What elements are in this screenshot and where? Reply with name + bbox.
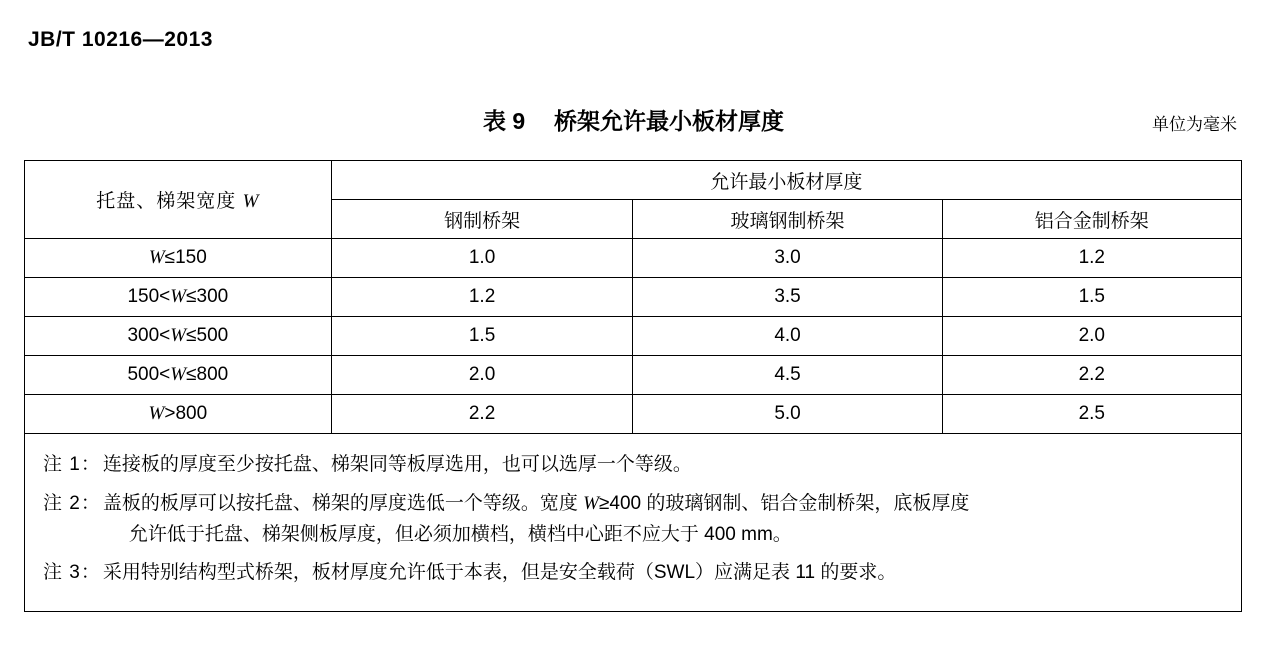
note-label: 注 2： <box>43 492 101 514</box>
cell-width-range: W≤150 <box>25 239 332 278</box>
note-text-line2: 允许低于托盘、梯架侧板厚度，但必须加横档，横档中心距不应大于 400 mm。 <box>128 523 792 545</box>
note-label: 注 1： <box>43 454 101 475</box>
table-row <box>25 317 1242 356</box>
column-header-steel: 钢制桥架 <box>331 200 633 239</box>
cell-width-range: 150<W≤300 <box>25 278 332 317</box>
unit-note: 单位为毫米 <box>1152 115 1237 134</box>
spec-table <box>24 160 1242 434</box>
note-item <box>43 558 1223 589</box>
cell-steel-thickness: 1.0 <box>331 239 633 278</box>
note-label: 注 3： <box>43 562 101 584</box>
cell-steel-thickness: 1.2 <box>331 278 633 317</box>
table-notes <box>24 434 1242 612</box>
standard-code: JB/T 10216—2013 <box>28 28 213 51</box>
cell-frp-thickness: 3.0 <box>633 239 942 278</box>
table-body <box>25 239 1242 434</box>
cell-aluminum-thickness: 2.2 <box>942 356 1241 395</box>
column-header-aluminum: 铝合金制桥架 <box>942 200 1241 239</box>
table-head <box>25 161 1242 239</box>
cell-width-range: W>800 <box>25 395 332 434</box>
table-caption: 桥架允许最小板材厚度 <box>553 108 784 134</box>
cell-steel-thickness: 2.2 <box>331 395 633 434</box>
cell-aluminum-thickness: 1.2 <box>942 239 1241 278</box>
note-item <box>43 489 1223 551</box>
note-text: 采用特别结构型式桥架，板材厚度允许低于本表，但是安全载荷（SWL）应满足表 11 的要求。 <box>102 562 897 584</box>
table-title <box>0 103 1267 136</box>
cell-aluminum-thickness: 2.0 <box>942 317 1241 356</box>
cell-frp-thickness: 4.5 <box>633 356 942 395</box>
cell-steel-thickness: 2.0 <box>331 356 633 395</box>
cell-aluminum-thickness: 1.5 <box>942 278 1241 317</box>
cell-width-range: 500<W≤800 <box>25 356 332 395</box>
note-text <box>103 489 1223 551</box>
cell-aluminum-thickness: 2.5 <box>942 395 1241 434</box>
cell-width-range: 300<W≤500 <box>25 317 332 356</box>
column-header-group: 允许最小板材厚度 <box>331 161 1241 200</box>
table-row <box>25 395 1242 434</box>
table-row <box>25 278 1242 317</box>
table-header-row-1 <box>25 161 1242 200</box>
cell-frp-thickness: 5.0 <box>633 395 942 434</box>
table-row <box>25 356 1242 395</box>
cell-frp-thickness: 4.0 <box>633 317 942 356</box>
note-item <box>43 450 1223 481</box>
column-header-frp: 玻璃钢制桥架 <box>633 200 942 239</box>
note-text: 连接板的厚度至少按托盘、梯架同等板厚选用，也可以选厚一个等级。 <box>102 454 692 475</box>
table-row <box>25 239 1242 278</box>
table-container <box>24 160 1242 612</box>
table-number: 表 9 <box>483 108 526 134</box>
column-header-width: 托盘、梯架宽度 W <box>25 161 332 239</box>
cell-frp-thickness: 3.5 <box>633 278 942 317</box>
cell-steel-thickness: 1.5 <box>331 317 633 356</box>
note-text-line1: 盖板的板厚可以按托盘、梯架的厚度选低一个等级。宽度 W≥400 的玻璃钢制、铝合金制桥架，底板厚度 <box>102 492 970 514</box>
